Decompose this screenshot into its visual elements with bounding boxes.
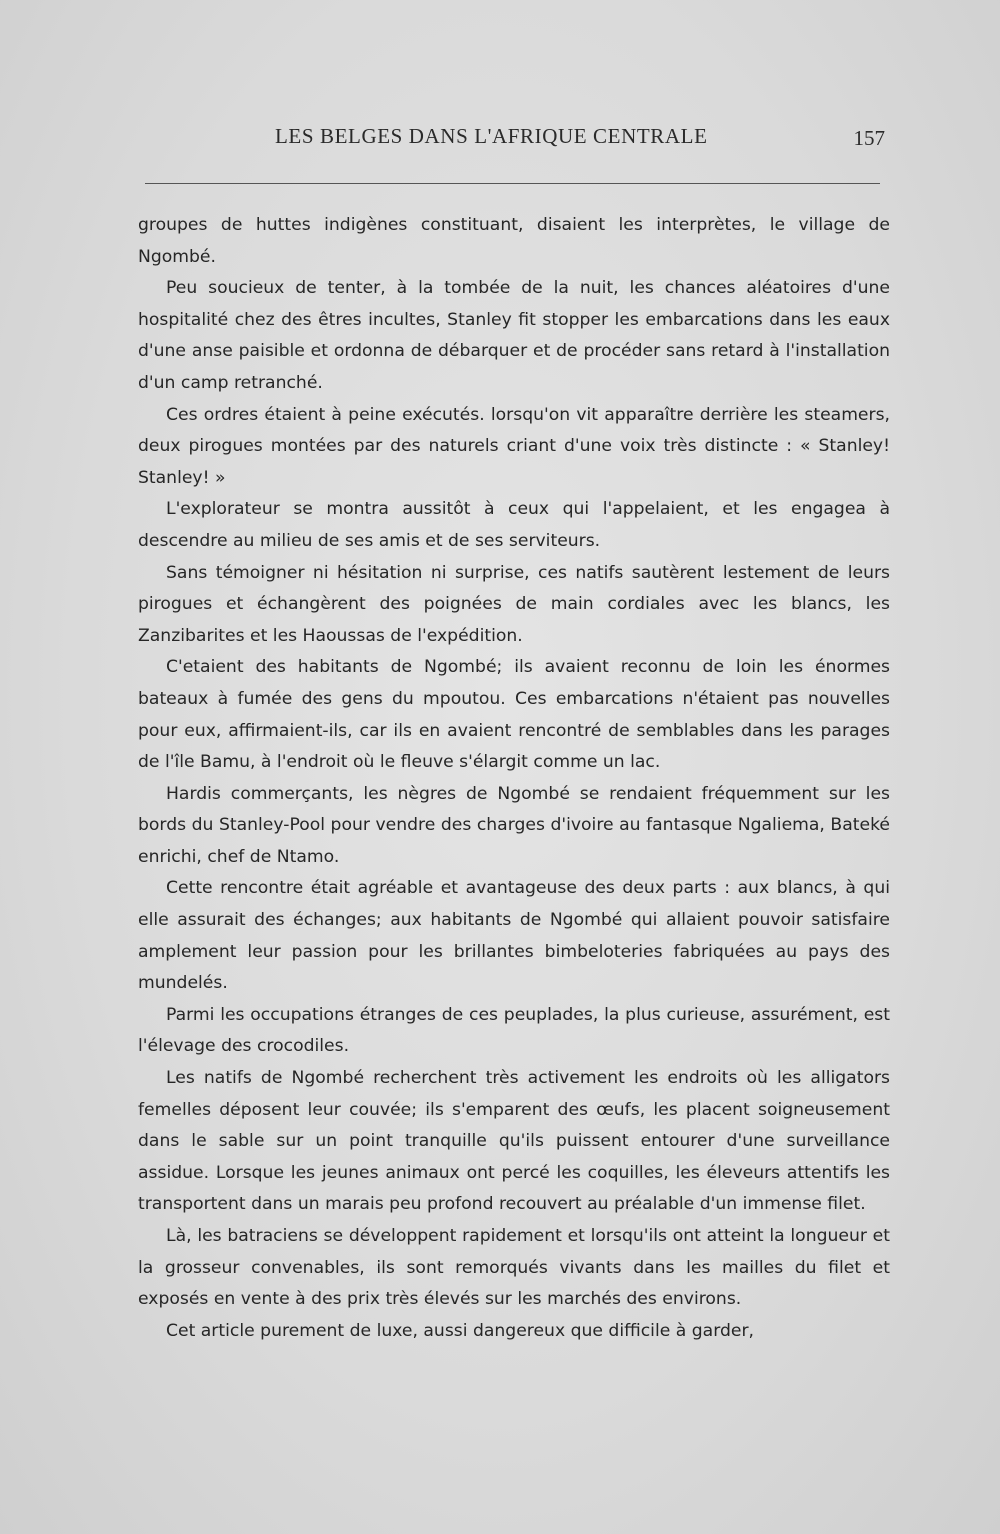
paragraph: Hardis commerçants, les nègres de Ngombé se rendaient fréquemment sur les bords du Stanley-Pool pour vendre des charges d'ivoire au fantasque Ngaliema, Bateké enrichi, chef de Ntamo.	[138, 783, 890, 867]
paragraph: C'etaient des habitants de Ngombé; ils avaient reconnu de loin les énormes bateaux à fumée des gens du mpoutou. Ces embarcations n'étaient pas nouvelles pour eux, affirmaient-ils, car ils en avaient rencontré de semblables dans les parages de l'île Bamu, à l'endroit où le fleuve s'élargit comme un lac.	[138, 657, 890, 773]
running-head	[140, 124, 885, 160]
paragraph: L'explorateur se montra aussitôt à ceux qui l'appelaient, et les engagea à descendre au milieu de ses amis et de ses serviteurs.	[138, 499, 890, 551]
paragraph: Ces ordres étaient à peine exécutés. lorsqu'on vit apparaître derrière les steamers, deux pirogues montées par des naturels criant d'une voix très distincte : « Stanley! Stanley! »	[138, 404, 890, 488]
paragraph: Les natifs de Ngombé recherchent très activement les endroits où les alligators femelles déposent leur couvée; ils s'emparent des œufs, les placent soigneusement dans le sable sur un point tranquille qu'ils puissent entourer d'une surveillance assidue. Lorsque les jeunes animaux ont percé les coquilles, les éleveurs attentifs les transportent dans un marais peu profond recouvert au préalable d'un immense filet.	[138, 1068, 890, 1215]
paragraph: groupes de huttes indigènes constituant, disaient les interprètes, le village de Ngombé.	[138, 215, 890, 267]
paragraph: Cet article purement de luxe, aussi dangereux que difficile à garder,	[166, 1320, 754, 1341]
paragraph: Là, les batraciens se développent rapidement et lorsqu'ils ont atteint la longueur et la grosseur convenables, ils sont remorqués vivants dans les mailles du filet et exposés en vente à des prix très élevés sur les marchés des environs.	[138, 1226, 890, 1310]
page-number: 157	[853, 126, 885, 150]
header-rule	[145, 183, 880, 184]
running-title: LES BELGES DANS L'AFRIQUE CENTRALE	[275, 124, 708, 148]
body-text	[138, 210, 890, 1347]
paragraph: Peu soucieux de tenter, à la tombée de la nuit, les chances aléatoires d'une hospitalité chez des êtres incultes, Stanley fit stopper les embarcations dans les eaux d'une anse paisible et ordonna de débarquer et de procéder sans retard à l'installation d'un camp retranché.	[138, 278, 890, 393]
paragraph: Sans témoigner ni hésitation ni surprise, ces natifs sautèrent lestement de leurs pirogues et échangèrent des poignées de main cordiales avec les blancs, les Zanzibarites et les Haoussas de l'expédition.	[138, 562, 890, 646]
paragraph: Parmi les occupations étranges de ces peuplades, la plus curieuse, assurément, est l'élevage des crocodiles.	[138, 1004, 890, 1057]
paragraph: Cette rencontre était agréable et avantageuse des deux parts : aux blancs, à qui elle assurait des échanges; aux habitants de Ngombé qui allaient pouvoir satisfaire amplement leur passion pour les brillantes bimbeloteries fabriquées au pays des mundelés.	[138, 878, 890, 994]
